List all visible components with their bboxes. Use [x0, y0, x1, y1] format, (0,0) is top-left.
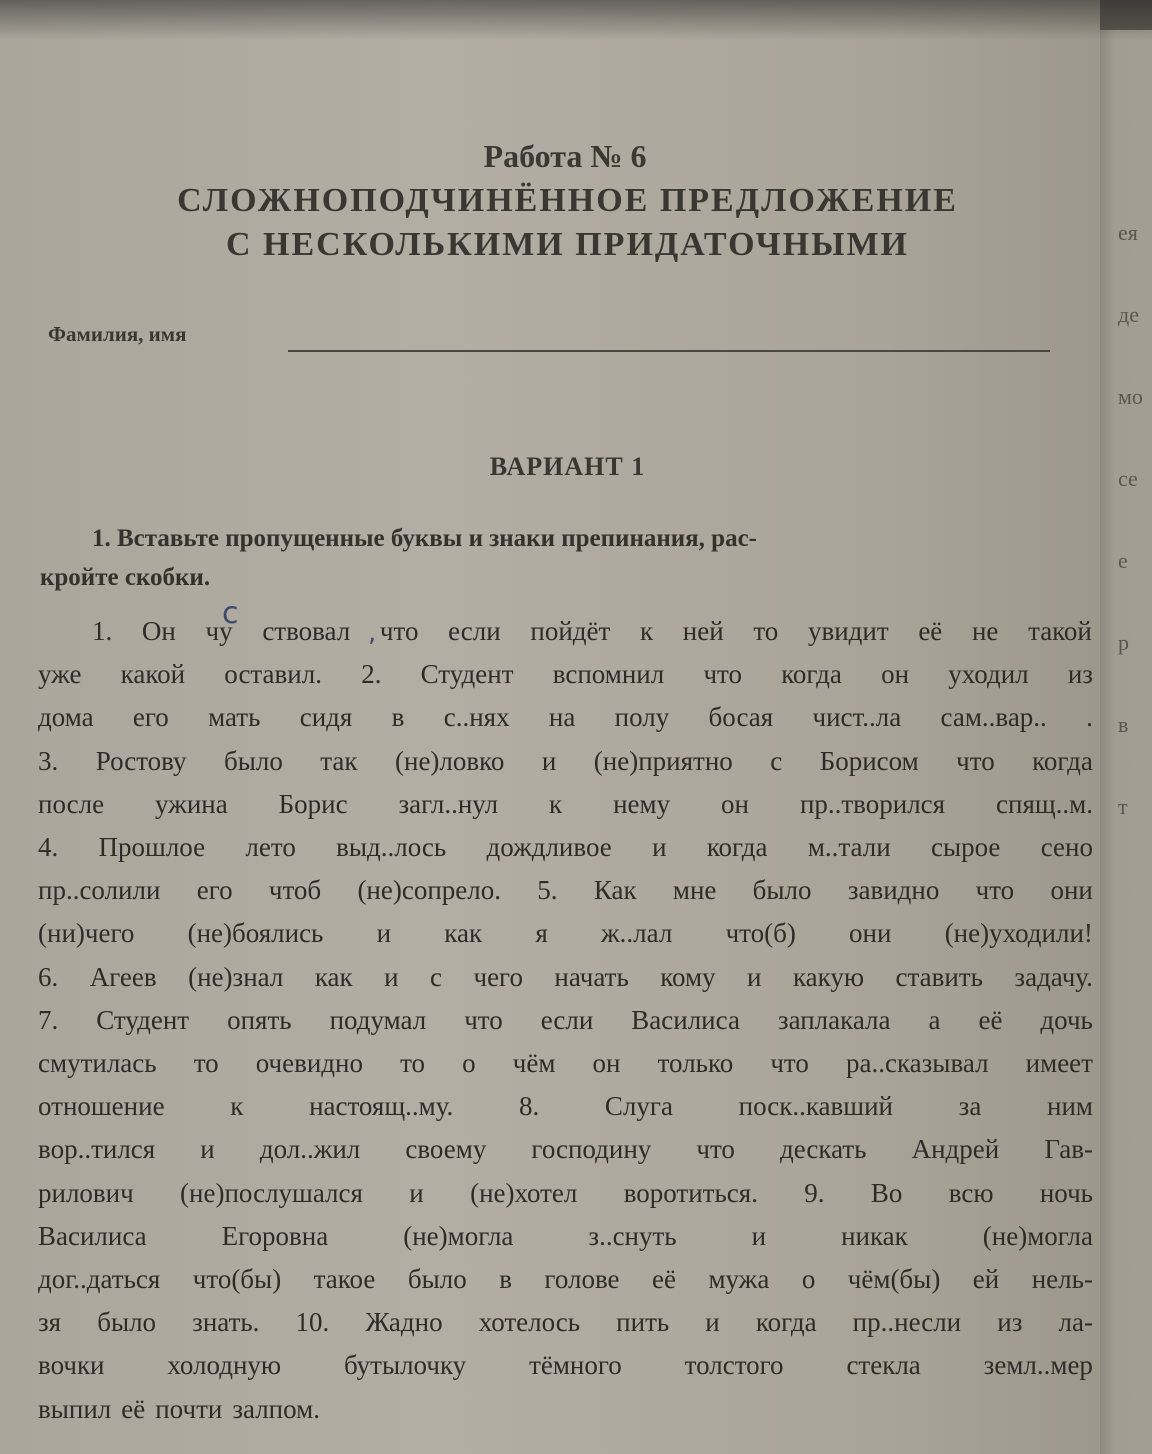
word: такой [1028, 616, 1092, 646]
task-instruction-line-1: 1. Вставьте пропущенные буквы и знаки препинания, рас- [92, 525, 758, 552]
word: (ни)чего [38, 918, 135, 949]
word: Гав- [1044, 1134, 1093, 1165]
word: и [747, 961, 762, 992]
title-line-2: С НЕСКОЛЬКИМИ ПРИДАТОЧНЫМИ [225, 226, 909, 263]
word: зя [38, 1307, 62, 1338]
word: 10. [295, 1307, 330, 1338]
word: дог..даться [38, 1264, 161, 1294]
word: (не)послушался [180, 1177, 363, 1208]
word: что(б) [725, 918, 796, 949]
word: опять [227, 1004, 292, 1035]
word: (не)ловко [395, 745, 505, 776]
word: что [379, 616, 419, 646]
word: что [975, 875, 1015, 906]
task-instruction-line-2: кройте скобки. [40, 564, 211, 591]
word: когда [755, 1307, 817, 1338]
word: они [1050, 875, 1093, 906]
word: его [132, 702, 169, 733]
word: воротиться. [623, 1177, 758, 1208]
word: уходил [948, 659, 1029, 690]
word: дождливое [486, 832, 612, 862]
word: подумал [329, 1004, 427, 1035]
word: не [971, 616, 999, 646]
word: рилович [38, 1177, 134, 1208]
word: вочки [38, 1350, 105, 1381]
word: Жадно [365, 1307, 443, 1338]
word: Прошлое [98, 832, 206, 862]
word: с..нях [443, 702, 510, 733]
exercise-line [38, 789, 1093, 829]
word: он [881, 659, 910, 690]
word: он [721, 788, 749, 819]
word: ей [972, 1264, 1000, 1294]
word: чего [473, 961, 523, 992]
exercise-line [38, 1048, 1093, 1088]
word: её [121, 1393, 146, 1424]
word: если [448, 616, 501, 646]
word: в [391, 702, 405, 733]
adjacent-page-fragment: е [1118, 548, 1128, 573]
word: пр..несли [852, 1307, 962, 1338]
exercise-line [38, 659, 1093, 699]
word: дома [38, 702, 94, 733]
word: когда [1032, 745, 1093, 776]
word: ж..лал [601, 918, 673, 949]
word: с [770, 745, 783, 776]
word: ствовал [262, 616, 351, 646]
word: сидя [299, 702, 353, 733]
word: знать. [192, 1307, 260, 1338]
word: вор..тился [38, 1134, 156, 1165]
word: сено [1040, 832, 1093, 862]
word: 3. [38, 745, 59, 776]
word: ночь [1039, 1177, 1093, 1208]
word: то [193, 1048, 219, 1078]
word: Егоровна [221, 1220, 329, 1251]
word: сырое [930, 832, 1001, 862]
word: уже [38, 659, 82, 690]
word: настоящ..му. [309, 1091, 454, 1122]
word: лето [245, 832, 296, 862]
word: (не)уходили! [944, 918, 1093, 949]
word: толстого [684, 1350, 784, 1381]
word: Андрей [911, 1134, 1000, 1165]
word: они [849, 918, 892, 949]
exercise-line [38, 1221, 1093, 1261]
word: как [314, 961, 353, 992]
word: было [223, 745, 283, 776]
exercise-line [38, 918, 1093, 958]
word: . [1086, 702, 1093, 733]
word: что [696, 1134, 735, 1165]
word: чём [512, 1048, 556, 1078]
word: когда [781, 659, 842, 690]
word: завидно [847, 875, 940, 906]
word: сам..вар.. [940, 702, 1047, 733]
word: из [997, 1307, 1023, 1338]
word: 8. [518, 1091, 540, 1122]
word: холодную [167, 1350, 282, 1381]
word: я [535, 918, 548, 949]
word: мать [208, 702, 261, 733]
word: всю [948, 1177, 994, 1208]
word: в [499, 1264, 512, 1294]
word: 5. [537, 875, 558, 906]
word: Во [870, 1177, 903, 1208]
adjacent-page-fragment: р [1118, 630, 1129, 655]
adjacent-page-fragment: мо [1118, 384, 1143, 409]
word: ним [1047, 1091, 1093, 1122]
word: после [38, 788, 105, 819]
word: было [97, 1307, 157, 1338]
word: чтоб [268, 875, 322, 906]
word: какую [792, 961, 865, 992]
word: как [444, 918, 483, 949]
word: отношение [38, 1091, 165, 1122]
word: то [753, 616, 779, 646]
word: Агеев [89, 961, 157, 992]
word: заплакала [777, 1004, 891, 1035]
word: 4. [38, 832, 59, 862]
word: имеет [1025, 1048, 1093, 1078]
word: нель- [1031, 1264, 1093, 1294]
word: поск..кавший [738, 1091, 893, 1122]
word: никак [841, 1220, 908, 1251]
word: очевидно [255, 1048, 363, 1078]
word: что(бы) [192, 1264, 282, 1294]
exercise-line [38, 1005, 1093, 1045]
word: (не)могла [982, 1220, 1093, 1251]
word: пр..солили [38, 875, 161, 906]
word: тёмного [529, 1350, 622, 1381]
word: к [549, 788, 563, 819]
word: что [770, 1048, 809, 1078]
word: м..тали [807, 832, 891, 862]
word: и [541, 745, 557, 776]
name-label: Фамилия, имя [48, 322, 187, 346]
word: из [1067, 659, 1093, 690]
exercise-line [38, 962, 1093, 1002]
word: и [376, 918, 392, 949]
word: он [592, 1048, 621, 1078]
word: какой [120, 659, 186, 690]
word: (не)сопрело. [357, 875, 501, 906]
word: если [540, 1004, 594, 1035]
exercise-line [38, 875, 1093, 915]
word: начать [554, 961, 629, 992]
word: выпил [38, 1393, 112, 1424]
adjacent-page-fragment: се [1118, 466, 1138, 491]
exercise-line [38, 1091, 1093, 1131]
word: задачу. [1014, 961, 1093, 992]
word: о [462, 1048, 476, 1078]
word: пр..творился [799, 788, 946, 819]
word: стекла [846, 1350, 921, 1381]
exercise-line [38, 746, 1093, 786]
word: когда [706, 832, 768, 862]
word: Как [593, 875, 637, 906]
exercise-line [38, 1134, 1093, 1174]
word: её [918, 616, 943, 646]
word: с [430, 961, 443, 992]
word: господину [531, 1134, 652, 1165]
word: спящ..м. [996, 788, 1093, 819]
word: было [752, 875, 812, 906]
word: земл..мер [983, 1350, 1093, 1381]
word: смутилась [38, 1048, 157, 1078]
word: ра..сказывал [845, 1048, 989, 1078]
word: (не)боялись [187, 918, 324, 949]
word: чист..ла [812, 702, 902, 733]
word: ла- [1058, 1307, 1093, 1338]
word: и [652, 832, 667, 862]
adjacent-page-fragment: в [1118, 712, 1129, 737]
word: (не)приятно [593, 745, 733, 776]
word: ней [682, 616, 724, 646]
word: пойдёт [530, 616, 611, 646]
word: залпом. [232, 1393, 320, 1424]
word: её [652, 1264, 676, 1294]
word: дочь [1040, 1004, 1093, 1035]
word: и [705, 1307, 720, 1338]
handwritten-letter: с [222, 596, 239, 631]
word: 2. [361, 659, 382, 690]
word: Борис [278, 788, 348, 819]
word: 6. [38, 961, 59, 992]
word: Ростову [95, 745, 187, 776]
word: за [958, 1091, 982, 1122]
exercise-line [38, 1307, 1093, 1347]
word: к [230, 1091, 244, 1122]
word: его [196, 875, 233, 906]
title-line-1: СЛОЖНОПОДЧИНЁННОЕ ПРЕДЛОЖЕНИЕ [177, 182, 958, 219]
word: её [978, 1004, 1003, 1035]
word: только [657, 1048, 734, 1078]
word: вспомнил [552, 659, 665, 690]
word: мужа [708, 1264, 770, 1294]
word: а [928, 1004, 941, 1035]
word: дол..жил [259, 1134, 361, 1165]
word: было [407, 1264, 467, 1294]
word: и [384, 961, 399, 992]
word: з..снуть [588, 1220, 677, 1251]
word: 9. [804, 1177, 825, 1208]
word: 7. [38, 1004, 59, 1035]
handwritten-comma: , [368, 618, 377, 648]
word: пить [616, 1307, 670, 1338]
word: босая [708, 702, 774, 733]
word: Борисом [819, 745, 919, 776]
exercise-line [38, 1394, 1093, 1434]
exercise-line [92, 616, 1092, 656]
word: 1. [92, 616, 113, 646]
word: что [464, 1004, 503, 1035]
word: что [956, 745, 995, 776]
word: полу [614, 702, 670, 733]
word: и [409, 1177, 424, 1208]
word: такое [313, 1264, 376, 1294]
exercise-line [38, 1178, 1093, 1218]
word: и [200, 1134, 215, 1165]
name-underline [288, 350, 1050, 352]
exercise-line [38, 832, 1093, 872]
word: почти [155, 1393, 223, 1424]
word: Василиса [38, 1220, 147, 1251]
word: (не)хотел [470, 1177, 578, 1208]
adjacent-page-fragment: де [1118, 302, 1139, 327]
word: Студент [420, 659, 514, 690]
exercise-line [38, 1264, 1093, 1304]
word: Василиса [631, 1004, 740, 1035]
word: кому [660, 961, 716, 992]
word: чём(бы) [847, 1264, 941, 1294]
exercise-line [38, 702, 1093, 742]
adjacent-page-edge [1100, 30, 1152, 1454]
word: Слуга [604, 1091, 673, 1122]
page-shadow [0, 0, 1152, 40]
word: ставить [895, 961, 983, 992]
word: то [400, 1048, 426, 1078]
word: к [639, 616, 654, 646]
word: чу [205, 616, 233, 646]
work-number: Работа № 6 [483, 138, 647, 174]
word: (не)знал [188, 961, 284, 992]
word: и [751, 1220, 767, 1251]
word: на [548, 702, 576, 733]
adjacent-page-fragment: ея [1118, 220, 1138, 245]
word: своему [405, 1134, 487, 1165]
exercise-line [38, 1350, 1093, 1390]
word: загл..нул [398, 788, 499, 819]
word: нему [613, 788, 671, 819]
word: хотелось [478, 1307, 581, 1338]
word: бутылочку [343, 1350, 467, 1381]
word: мне [672, 875, 717, 906]
word: (не)могла [403, 1220, 514, 1251]
word: ужина [155, 788, 228, 819]
word: голове [544, 1264, 620, 1294]
variant-heading: ВАРИАНТ 1 [489, 452, 646, 481]
word: Он [141, 616, 176, 646]
word: о [801, 1264, 816, 1294]
word: так [320, 745, 358, 776]
word: выд..лось [336, 832, 447, 862]
word: Студент [96, 1004, 190, 1035]
adjacent-page-fragment: т [1118, 794, 1128, 819]
word: увидит [807, 616, 889, 646]
word: дескать [780, 1134, 867, 1165]
word: что [703, 659, 742, 690]
word: оставил. [224, 659, 322, 690]
